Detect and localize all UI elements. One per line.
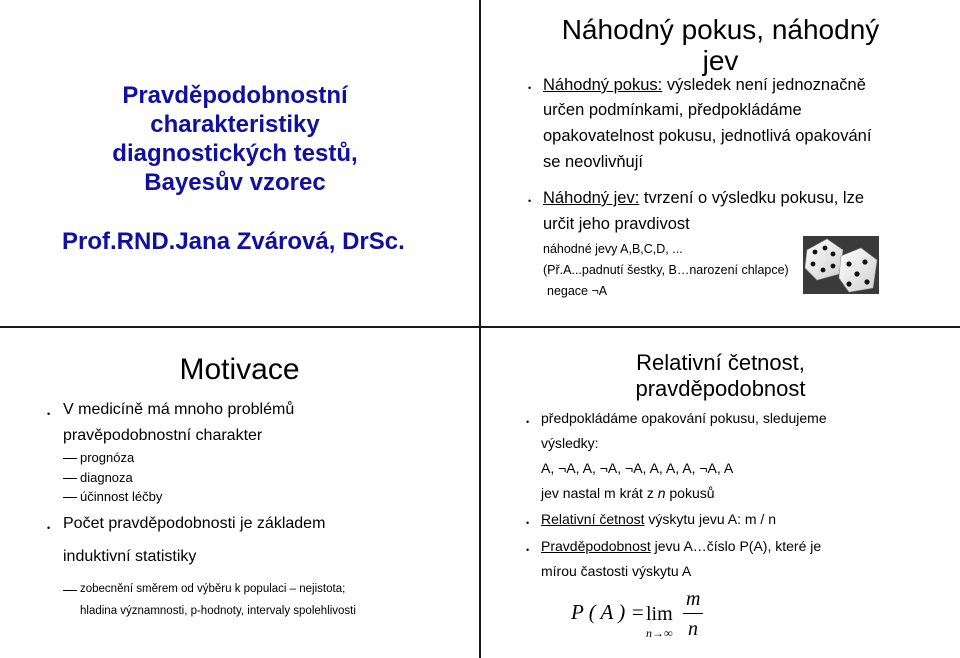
s4-b1-line-4 — [541, 485, 715, 501]
bullet-icon: • — [47, 409, 51, 419]
bullet-icon: • — [526, 518, 530, 528]
title-line-2: charakteristiky — [150, 111, 320, 138]
formula-fraction-bar — [683, 613, 703, 614]
s2-sub-1: náhodné jevy A,B,C,D, ... — [543, 242, 683, 256]
bullet-icon: • — [526, 417, 530, 427]
s4-b1-line-2: výsledky: — [541, 435, 599, 451]
dash-icon — [63, 497, 77, 498]
s3-b2-line-2: induktivní statistiky — [63, 548, 197, 565]
s2-b2-rest: tvrzení o výsledku pokusu, lze — [639, 189, 865, 207]
s4-b3-rest: jevu A…číslo P(A), které je — [650, 538, 822, 554]
title-line-1: Pravděpodobnostní — [122, 82, 348, 109]
s3-b2-line-1: Počet pravděpodobnosti je základem — [63, 515, 326, 532]
s3-sub-4: zobecnění směrem od výběru k populaci – nejistota; — [80, 583, 346, 595]
s4-b1-pre: jev nastal m krát z — [541, 485, 658, 501]
s4-b1-n: n — [657, 485, 666, 501]
s2-b1-line-3: opakovatelnost pokusu, jednotlivá opakování — [543, 127, 872, 145]
s3-b1-line-2: pravěpodobnostní charakter — [63, 427, 263, 444]
formula-lim: lim — [646, 603, 673, 625]
divider-vertical — [479, 0, 481, 658]
s2-b1-line-4: se neovlivňují — [543, 153, 643, 171]
s4-b1-line-3: A, ¬A, A, ¬A, ¬A, A, A, A, ¬A, A — [541, 460, 734, 476]
dash-icon — [63, 478, 77, 479]
author: Prof.RND.Jana Zvárová, DrSc. — [62, 228, 405, 255]
formula-denominator: n — [688, 618, 698, 640]
s4-b3-line-2: mírou častosti výskytu A — [541, 563, 692, 579]
s2-b1-rest: výsledek není jednoznačně — [662, 76, 866, 94]
s4-b2-rest: výskytu jevu A: m / n — [644, 511, 776, 527]
term-relative-frequency: Relativní četnost — [541, 511, 645, 527]
s4-b1-line-1: předpokládáme opakování pokusu, sledujeme — [541, 410, 827, 426]
bullet-icon: • — [47, 523, 51, 533]
s2-sub-2: (Př.A...padnutí šestky, B…narození chlapce) — [543, 263, 789, 277]
term-random-experiment: Náhodný pokus: — [543, 76, 663, 94]
s2-sub-3: negace ¬A — [547, 284, 608, 298]
s2-title-line-2: jev — [702, 45, 739, 76]
formula-lhs: P ( A ) = — [571, 600, 645, 624]
s3-b1-line-1: V medicíně má mnoho problémů — [63, 401, 295, 418]
bullet-icon: • — [526, 545, 530, 555]
title-line-4: Bayesův vzorec — [144, 169, 326, 196]
s3-sub-2: diagnoza — [80, 470, 133, 485]
s2-bullet-2 — [543, 189, 864, 208]
s2-b1-line-2: určen podmínkami, předpokládáme — [543, 101, 802, 119]
s3-sub-5: hladina významnosti, p-hodnoty, intervaly spolehlivosti — [80, 605, 356, 617]
s4-title-line-1: Relativní četnost, — [636, 350, 805, 375]
s4-bullet-2 — [541, 511, 776, 527]
divider-horizontal — [0, 326, 960, 328]
dash-icon — [63, 458, 77, 459]
bullet-icon: • — [528, 83, 532, 93]
s4-title-line-2: pravděpodobnost — [635, 376, 806, 401]
term-random-event: Náhodný jev: — [543, 189, 640, 207]
formula-numerator: m — [686, 588, 701, 610]
s4-bullet-3 — [541, 538, 821, 554]
s2-title-line-1: Náhodný pokus, náhodný — [561, 14, 880, 45]
dice-icon — [803, 236, 879, 294]
s3-sub-1: prognóza — [80, 450, 135, 465]
s3-title: Motivace — [179, 353, 300, 386]
title-line-3: diagnostických testů, — [112, 140, 358, 167]
s4-b1-post: pokusů — [665, 485, 715, 501]
s3-sub-3: účinnost léčby — [80, 489, 163, 504]
term-probability: Pravděpodobnost — [541, 538, 651, 554]
dash-icon — [63, 590, 77, 591]
bullet-icon: • — [528, 196, 532, 206]
s2-b2-line-2: určit jeho pravdivost — [543, 215, 690, 233]
formula-sub: n→∞ — [646, 626, 673, 640]
s2-bullet-1 — [543, 76, 866, 95]
